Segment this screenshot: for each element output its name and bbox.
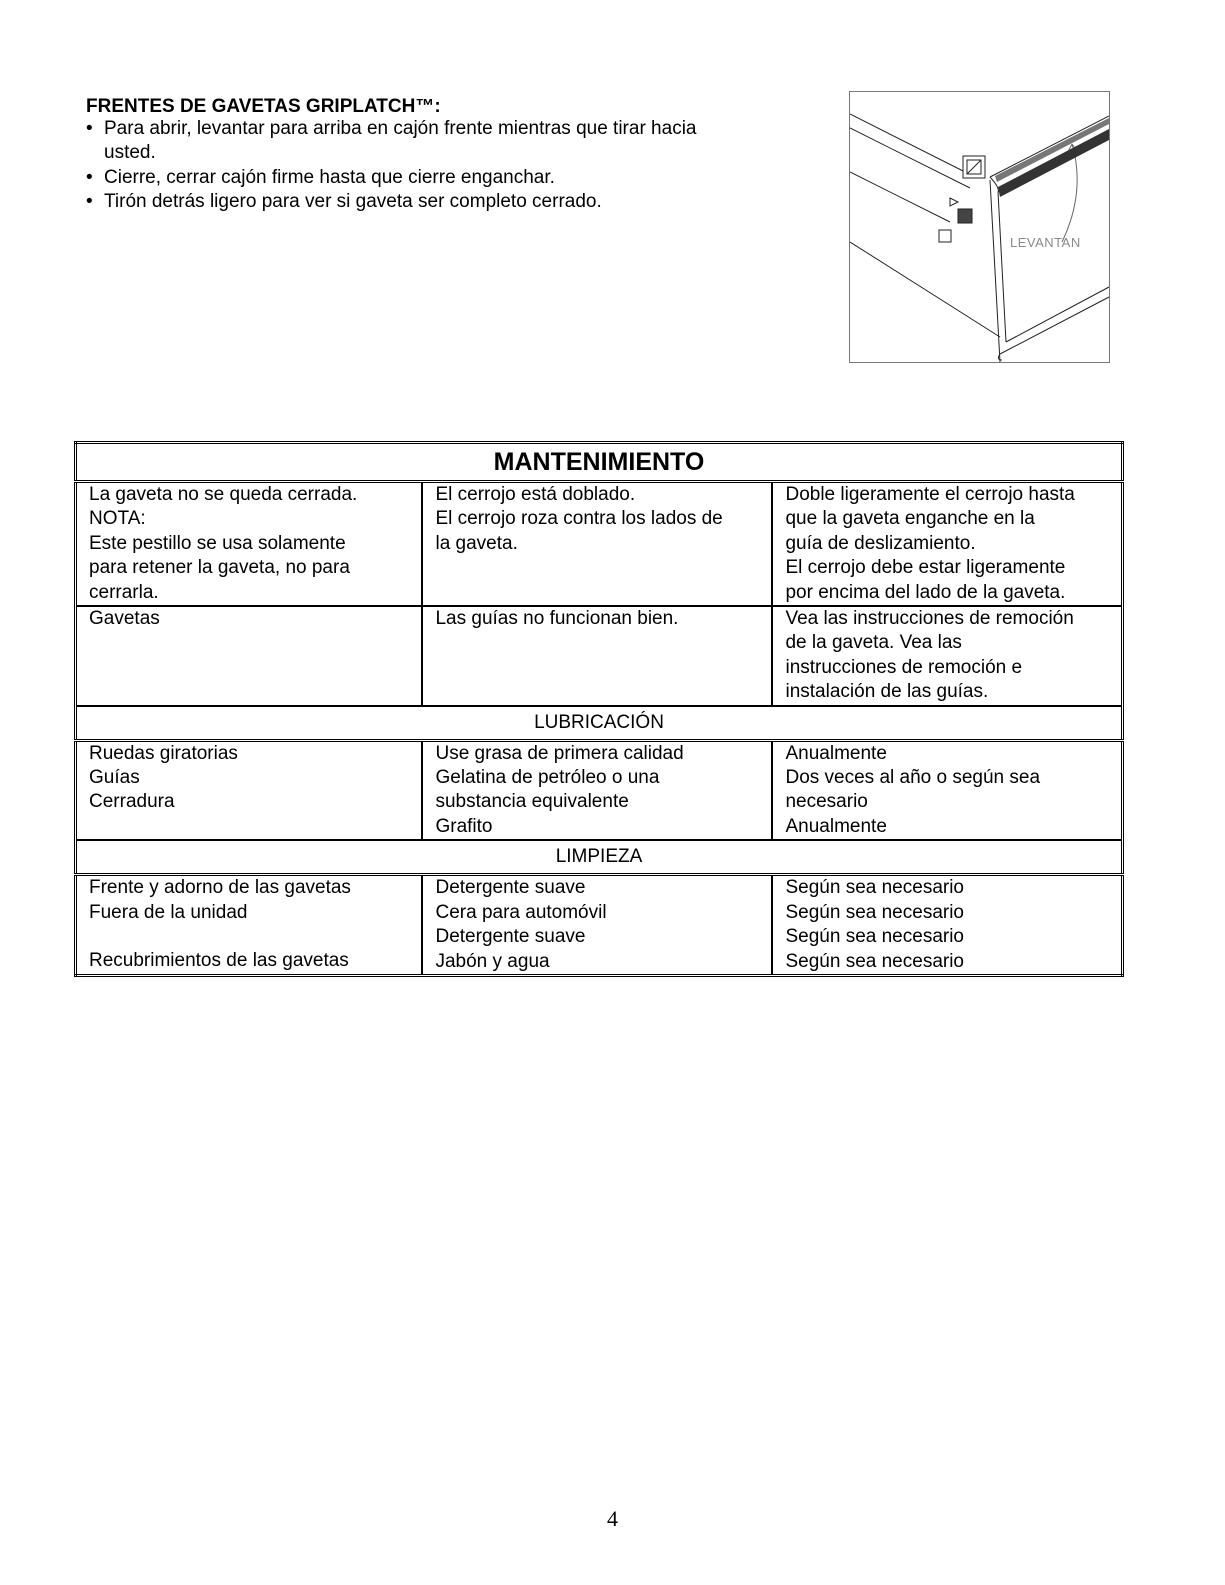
griplatch-section bbox=[86, 96, 806, 216]
cell-text: Detergente suave bbox=[435, 926, 586, 948]
cell-text: substancia equivalente bbox=[435, 791, 629, 813]
cell-text: Vea las instrucciones de remoción bbox=[785, 608, 1074, 630]
cell-text: de la gaveta. Vea las bbox=[785, 632, 962, 654]
cell-text: Fuera de la unidad bbox=[89, 901, 248, 923]
table-cell bbox=[772, 482, 1122, 607]
griplatch-bullet bbox=[86, 191, 806, 215]
cell-text: Según sea necesario bbox=[785, 926, 964, 948]
cell-text: Este pestillo se usa solamente bbox=[89, 532, 346, 554]
table-cell bbox=[422, 740, 772, 840]
cell-text: El cerrojo roza contra los lados de bbox=[435, 508, 723, 530]
cell-text: El cerrojo debe estar ligeramente bbox=[785, 557, 1066, 579]
cell-text: Grafito bbox=[435, 815, 493, 837]
bullet-icon: • bbox=[86, 191, 93, 213]
bullet-icon: • bbox=[86, 166, 93, 188]
table-cell bbox=[422, 606, 772, 706]
table-title-row bbox=[76, 443, 1123, 482]
cell-text: por encima del lado de la gaveta. bbox=[785, 581, 1066, 603]
cell-text: Según sea necesario bbox=[785, 901, 964, 923]
cell-text: la gaveta. bbox=[435, 532, 518, 554]
cell-text: Frente y adorno de las gavetas bbox=[89, 877, 351, 899]
cell-text: NOTA: bbox=[89, 508, 146, 530]
cell-text: Ruedas giratorias bbox=[89, 742, 238, 764]
cell-text: Recubrimientos de las gavetas bbox=[89, 950, 349, 972]
page-number: 4 bbox=[607, 1506, 618, 1531]
cell-text: necesario bbox=[785, 791, 868, 813]
cell-text: Jabón y agua bbox=[435, 950, 550, 972]
cell-text: guía de deslizamiento. bbox=[785, 532, 976, 554]
cell-text: Doble ligeramente el cerrojo hasta bbox=[785, 484, 1075, 505]
table-row bbox=[76, 875, 1123, 976]
table-row bbox=[76, 606, 1123, 706]
cell-text: instrucciones de remoción e bbox=[785, 656, 1023, 678]
table-row bbox=[76, 482, 1123, 607]
cell-text: Detergente suave bbox=[435, 877, 586, 899]
section-heading-row bbox=[76, 840, 1123, 875]
drawer-latch-illustration bbox=[849, 91, 1110, 363]
table-cell bbox=[772, 875, 1122, 976]
table-cell bbox=[422, 482, 772, 607]
table-cell bbox=[76, 740, 423, 840]
cell-text: Según sea necesario bbox=[785, 950, 964, 972]
cell-text: Gelatina de petróleo o una bbox=[435, 767, 660, 789]
cell-text: Cera para automóvil bbox=[435, 901, 607, 923]
table-cell bbox=[76, 482, 423, 607]
griplatch-bullet bbox=[86, 167, 806, 191]
cell-text: para retener la gaveta, no para bbox=[89, 557, 350, 579]
cell-text: Gavetas bbox=[89, 608, 160, 630]
cell-text: Según sea necesario bbox=[785, 877, 964, 899]
maintenance-table bbox=[74, 441, 1124, 977]
cell-text: El cerrojo está doblado. bbox=[435, 484, 636, 505]
griplatch-bullet-list bbox=[86, 118, 806, 216]
table-cell bbox=[772, 606, 1122, 706]
cell-text: que la gaveta enganche en la bbox=[785, 508, 1035, 530]
bullet-icon: • bbox=[86, 118, 93, 139]
bullet-text: usted. bbox=[104, 142, 156, 164]
cell-text: Guías bbox=[89, 767, 140, 789]
griplatch-bullet bbox=[86, 118, 806, 167]
table-title: MANTENIMIENTO bbox=[76, 443, 1123, 482]
table-cell bbox=[76, 606, 423, 706]
cell-text: La gaveta no se queda cerrada. bbox=[89, 484, 358, 505]
cell-text: Dos veces al año o según sea bbox=[785, 767, 1041, 789]
table-row bbox=[76, 740, 1123, 840]
bullet-text: Cierre, cerrar cajón firme hasta que cierre enganchar. bbox=[104, 166, 555, 188]
cell-text: Cerradura bbox=[89, 791, 175, 813]
cell-text: Use grasa de primera calidad bbox=[435, 742, 684, 764]
table-cell bbox=[422, 875, 772, 976]
griplatch-title: FRENTES DE GAVETAS GRIPLATCH™: bbox=[86, 96, 441, 117]
table-cell bbox=[76, 875, 423, 976]
cell-text: Las guías no funcionan bien. bbox=[435, 608, 679, 630]
section-heading-lubricacion: LUBRICACIÓN bbox=[76, 706, 1123, 741]
table-cell bbox=[772, 740, 1122, 840]
section-heading-limpieza: LIMPIEZA bbox=[76, 840, 1123, 875]
cell-text bbox=[89, 925, 415, 949]
cell-text: cerrarla. bbox=[89, 581, 159, 603]
figure-label: LEVANTAN bbox=[1010, 235, 1081, 250]
section-heading-row bbox=[76, 706, 1123, 741]
bullet-text: Tirón detrás ligero para ver si gaveta ser completo cerrado. bbox=[104, 191, 602, 213]
bullet-text: Para abrir, levantar para arriba en cajón frente mientras que tirar hacia bbox=[104, 118, 697, 139]
drawer-drawing bbox=[850, 92, 1109, 362]
cell-text: Anualmente bbox=[785, 815, 887, 837]
cell-text: instalación de las guías. bbox=[785, 681, 989, 703]
cell-text: Anualmente bbox=[785, 742, 887, 764]
